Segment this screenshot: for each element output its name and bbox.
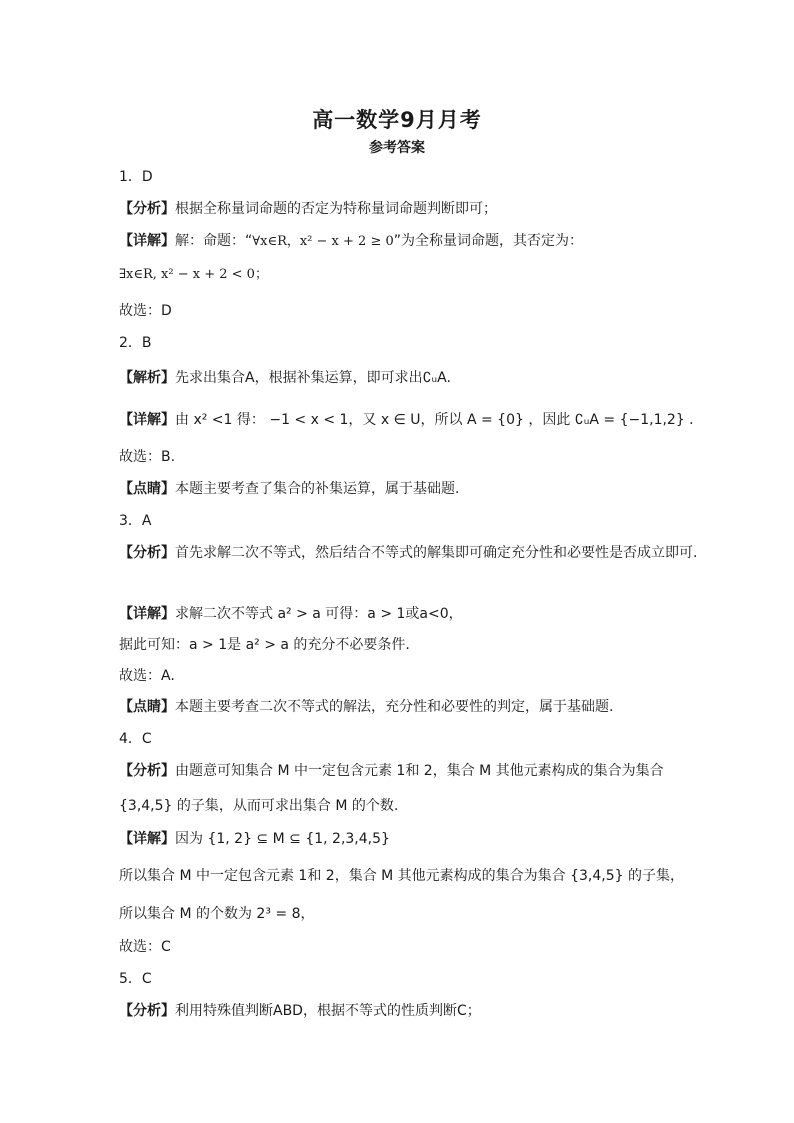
q2-detail-tag: 【详解】 [119,412,175,428]
q4-line3: 所以集合 M 的个数为 2³ = 8， [119,906,315,922]
q1-negation: ∃x∈R, x² − x + 2 < 0； [119,267,268,282]
q1-number: 1．D [119,169,153,185]
q3-detail-text: 求解二次不等式 a² > a 可得：a > 1或a<0， [175,606,463,622]
q1-analysis [119,199,699,219]
q1-detail-post: ”为全称量词命题，其否定为： [393,233,584,249]
q5-number: 5．C [119,971,152,987]
q4-analysis-text: 由题意可知集合 M 中一定包含元素 1和 2，集合 M 其他元素构成的集合为集合 [175,763,664,779]
q3-detail [119,604,699,624]
q4-analysis [119,761,699,781]
q4-analysis-cont: {3,4,5} 的子集，从而可求出集合 M 的个数. [119,798,399,814]
q4-detail-tag: 【详解】 [119,831,175,847]
q4-number: 4．C [119,731,152,747]
q2-analysis [119,368,699,388]
q3-analysis [119,537,699,569]
q2-detail-text: 由 x² <1 得： −1 < x < 1，又 x ∈ U，所以 A = {0} ，因此 ∁ᵤA = {−1,1,2} . [175,412,694,428]
q5-analysis [119,1001,699,1021]
q3-answer: 故选：A. [119,668,175,684]
q1-detail [119,231,699,252]
q2-comment [119,479,699,499]
q3-analysis-tag: 【分析】 [119,545,175,561]
q5-analysis-tag: 【分析】 [119,1003,175,1019]
q1-answer: 故选：D [119,303,172,319]
q2-answer: 故选：B. [119,449,176,465]
q2-detail [119,410,699,430]
page-title: 高一数学9月月考 [312,108,482,132]
q2-analysis-tag: 【解析】 [119,370,175,386]
q2-comment-tag: 【点睛】 [119,481,175,497]
q1-detail-math: ∀x∈R，x² − x + 2 ≥ 0 [252,234,394,249]
q3-number: 3．A [119,513,152,529]
q1-analysis-tag: 【分析】 [119,201,175,217]
q4-answer: 故选：C [119,939,171,955]
q3-detail-tag: 【详解】 [119,606,175,622]
q2-number: 2．B [119,335,152,351]
q3-comment [119,697,699,717]
q4-analysis-tag: 【分析】 [119,763,175,779]
q2-analysis-text: 先求出集合A，根据补集运算，即可求出∁ᵤA. [175,370,451,386]
q2-comment-text: 本题主要考查了集合的补集运算，属于基础题. [175,481,460,497]
q1-detail-pre: 解：命题：“ [175,233,253,249]
q1-analysis-text: 根据全称量词命题的否定为特称量词命题判断即可； [175,201,497,217]
page-subtitle: 参考答案 [369,140,425,156]
q5-analysis-text: 利用特殊值判断ABD，根据不等式的性质判断C； [175,1003,481,1019]
q4-line2: 所以集合 M 中一定包含元素 1和 2，集合 M 其他元素构成的集合为集合 {3,4,5} 的子集， [119,868,685,884]
q4-detail-text: 因为 {1, 2} ⊆ M ⊆ {1, 2,3,4,5} [175,831,390,847]
q4-detail [119,829,699,849]
q1-detail-tag: 【详解】 [119,233,175,249]
q3-comment-tag: 【点睛】 [119,699,175,715]
q3-comment-text: 本题主要考查二次不等式的解法，充分性和必要性的判定，属于基础题. [175,699,614,715]
q3-conclusion: 据此可知：a > 1是 a² > a 的充分不必要条件. [119,637,410,653]
q3-analysis-text: 首先求解二次不等式，然后结合不等式的解集即可确定充分性和必要性是否成立即可. [175,545,698,561]
